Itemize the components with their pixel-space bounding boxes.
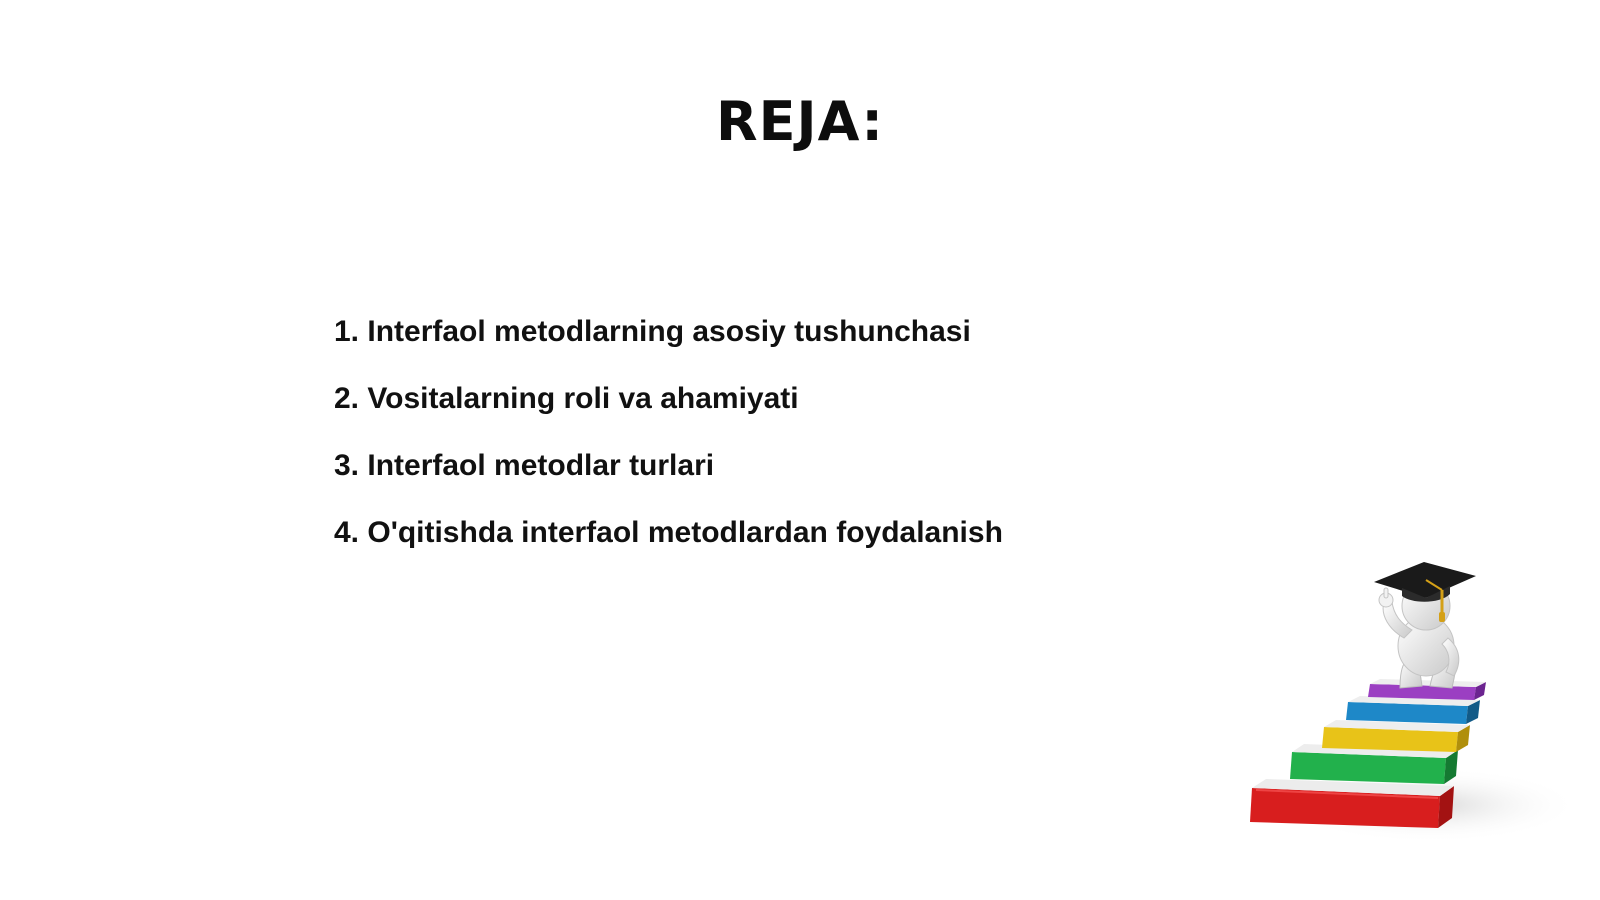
yellow-book [1322, 720, 1470, 752]
plan-item-4: 4. O'qitishda interfaol metodlardan foydalanish [334, 516, 1003, 549]
plan-list [334, 314, 1003, 582]
plan-item-1: 1. Interfaol metodlarning asosiy tushunchasi [334, 315, 971, 348]
graduate-on-books-icon [1240, 560, 1580, 880]
plan-item-2: 2. Vositalarning roli va ahamiyati [334, 382, 799, 415]
blue-book [1346, 696, 1480, 724]
plan-item-3: 3. Interfaol metodlar turlari [334, 449, 715, 482]
red-book [1250, 779, 1454, 828]
slide-title: REJA: [716, 90, 884, 153]
purple-book [1368, 679, 1486, 700]
